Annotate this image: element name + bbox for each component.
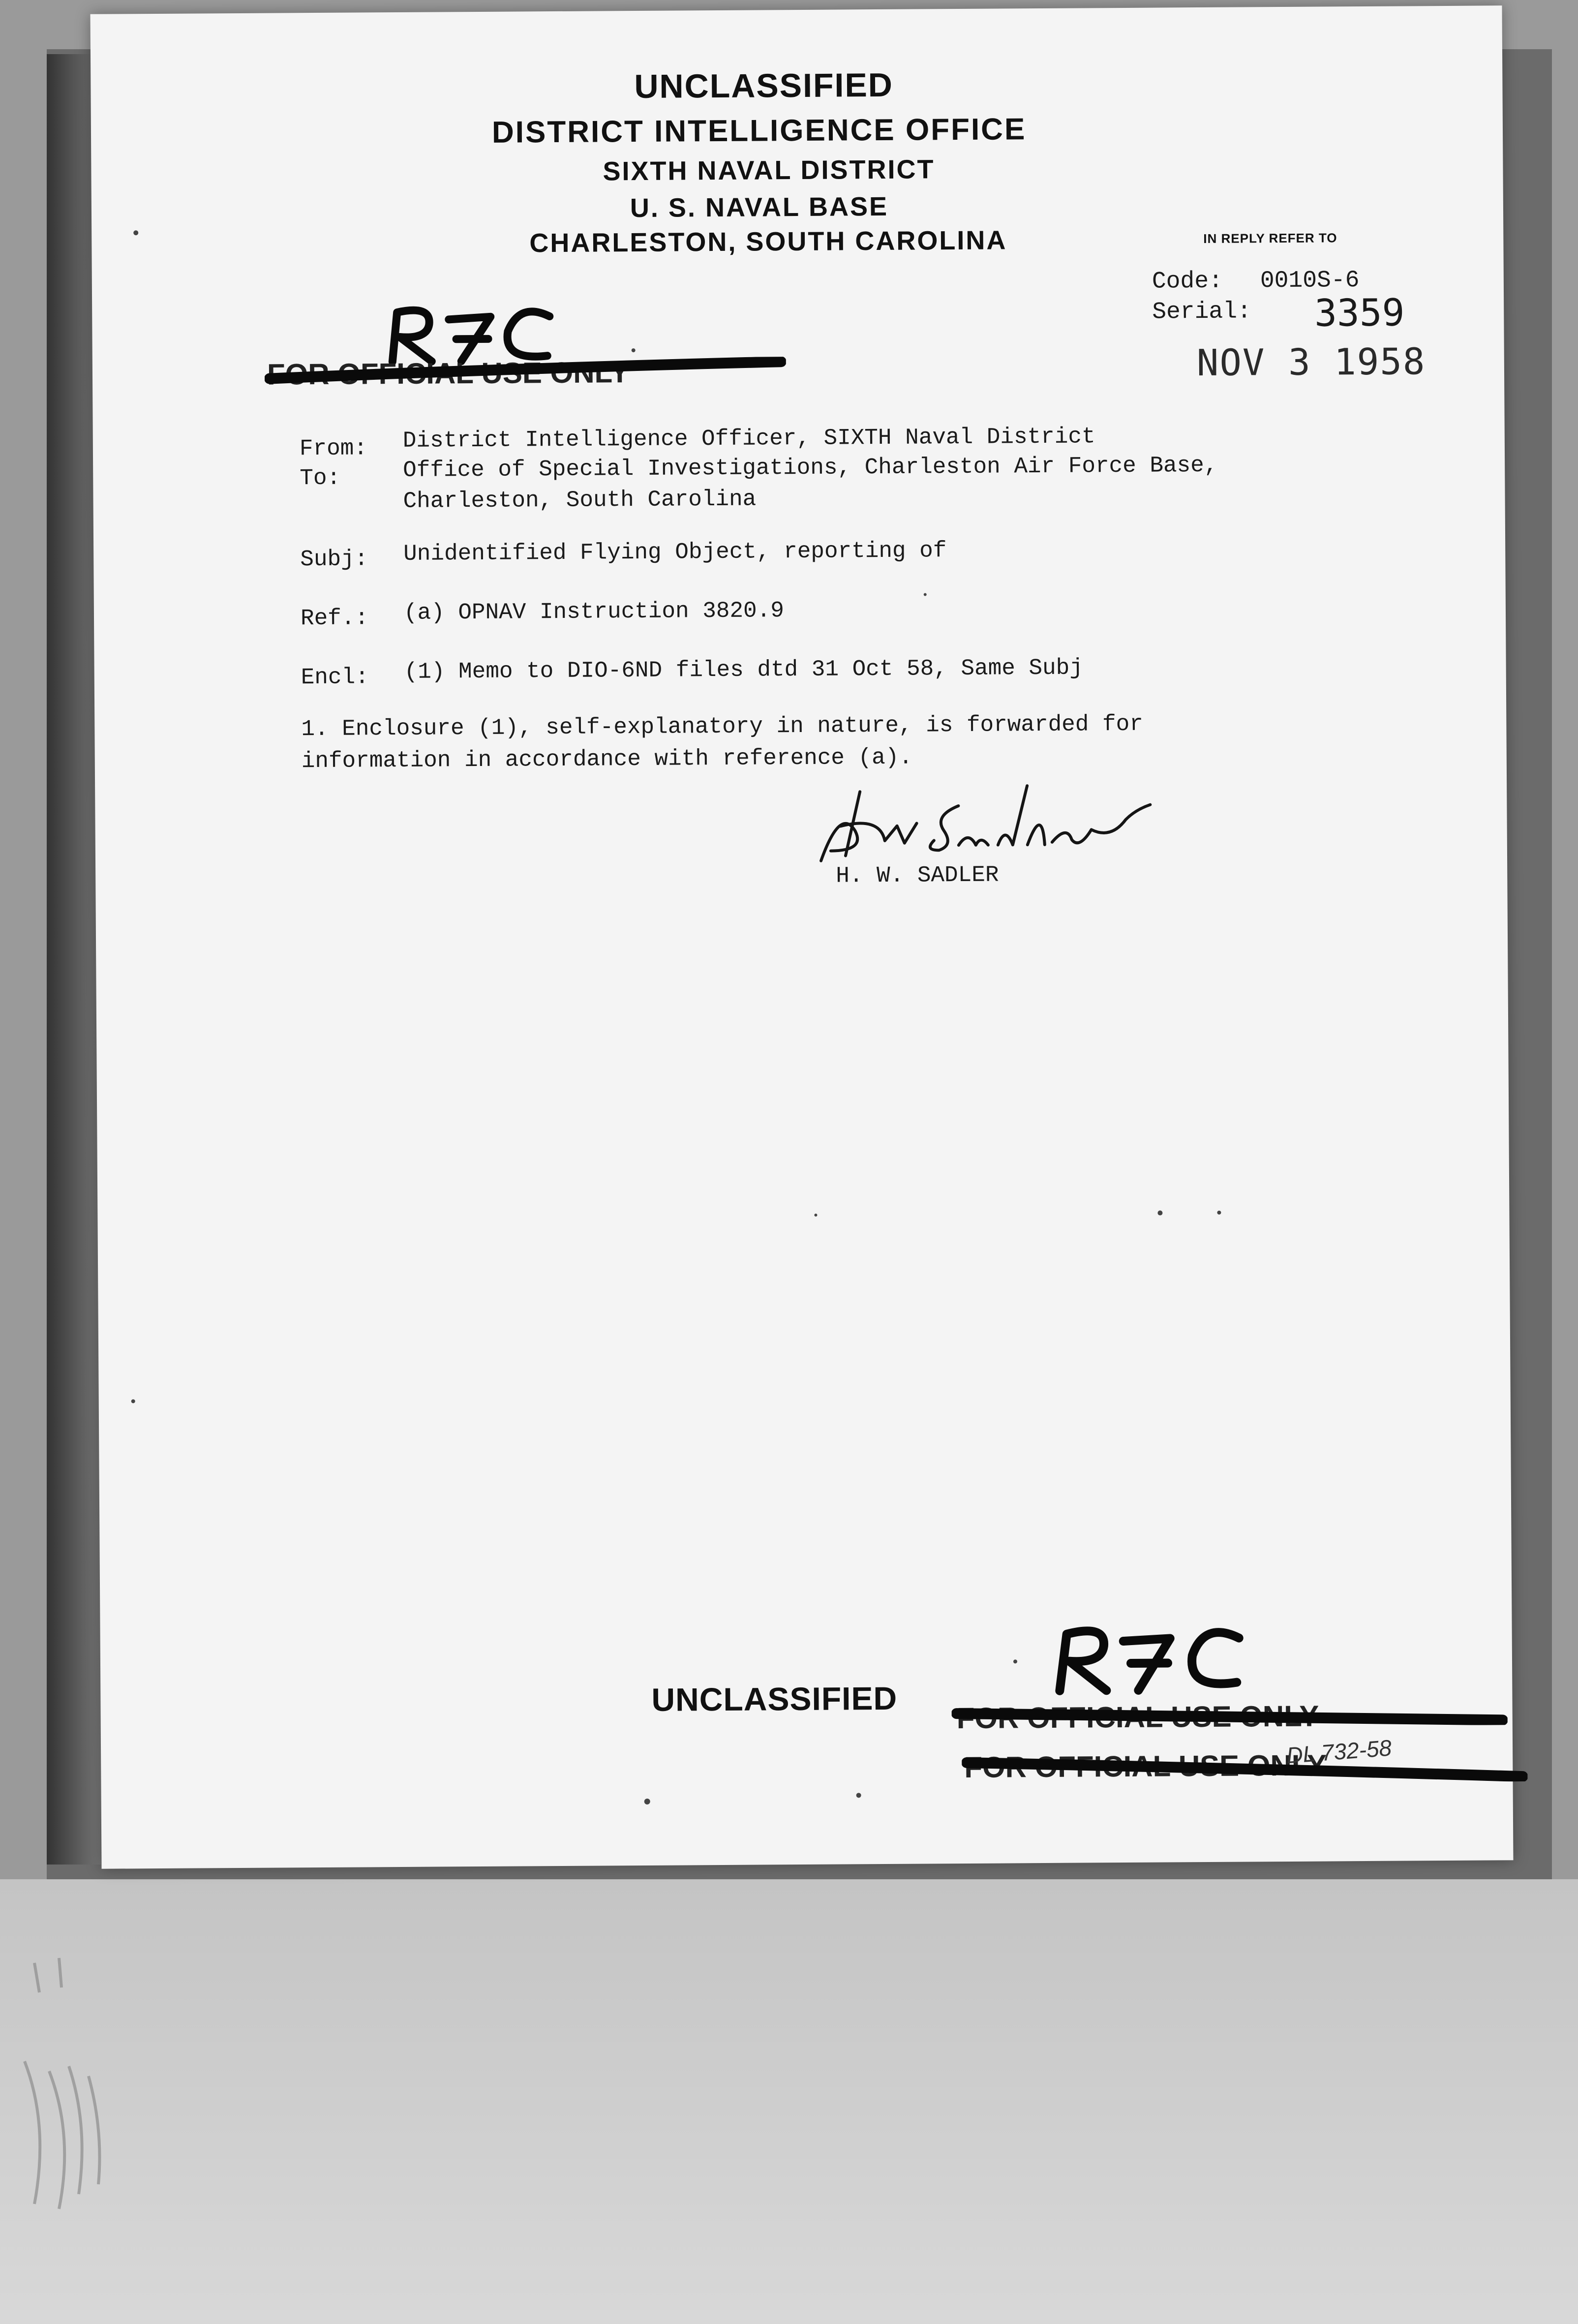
encl-label: Encl: bbox=[301, 664, 369, 691]
date-stamp: NOV 3 1958 bbox=[1196, 340, 1426, 385]
ref-label: Ref.: bbox=[300, 605, 369, 632]
fouo-marking-top: FOR OFFICIAL USE ONLY bbox=[267, 356, 630, 391]
from-value: District Intelligence Officer, SIXTH Naval District bbox=[402, 424, 1095, 454]
surface-scratches bbox=[5, 1948, 212, 2224]
reply-refer-label: IN REPLY REFER TO bbox=[1203, 230, 1337, 246]
serial-value: 3359 bbox=[1314, 290, 1405, 335]
body-paragraph-line-1: 1. Enclosure (1), self-explanatory in nature, is forwarded for bbox=[301, 711, 1144, 742]
fouo-marking-bottom-1: FOR OFFICIAL USE ONLY bbox=[956, 1699, 1319, 1735]
to-label: To: bbox=[300, 465, 341, 491]
fouo-marking-bottom-2: FOR OFFICIAL USE ONLY bbox=[964, 1748, 1327, 1784]
code-value: 0010S-6 bbox=[1260, 267, 1360, 295]
to-value-line-2: Charleston, South Carolina bbox=[403, 486, 757, 514]
letterhead-office: DISTRICT INTELLIGENCE OFFICE bbox=[491, 112, 1027, 150]
from-label: From: bbox=[299, 435, 368, 462]
table-surface bbox=[0, 1879, 1578, 2324]
letterhead-base: U. S. NAVAL BASE bbox=[630, 191, 889, 223]
classification-header: UNCLASSIFIED bbox=[634, 66, 894, 106]
memo-page bbox=[91, 5, 1514, 1868]
file-number: DL 732-58 bbox=[1285, 1735, 1393, 1769]
subj-label: Subj: bbox=[300, 546, 368, 573]
code-label: Code: bbox=[1152, 268, 1223, 295]
letterhead-location: CHARLESTON, SOUTH CAROLINA bbox=[529, 225, 1007, 258]
signer-name: H. W. SADLER bbox=[836, 862, 999, 889]
serial-label: Serial: bbox=[1152, 298, 1252, 326]
encl-value: (1) Memo to DIO-6ND files dtd 31 Oct 58, Same Subj bbox=[404, 655, 1084, 685]
subj-value: Unidentified Flying Object, reporting of bbox=[403, 538, 947, 567]
to-value-line-1: Office of Special Investigations, Charleston Air Force Base, bbox=[403, 452, 1218, 483]
body-paragraph-line-2: information in accordance with reference (a). bbox=[301, 744, 913, 774]
paper-specks bbox=[91, 5, 1514, 1868]
letterhead-district: SIXTH NAVAL DISTRICT bbox=[603, 154, 935, 186]
ref-value: (a) OPNAV Instruction 3820.9 bbox=[403, 598, 785, 626]
classification-footer: UNCLASSIFIED bbox=[651, 1680, 898, 1718]
